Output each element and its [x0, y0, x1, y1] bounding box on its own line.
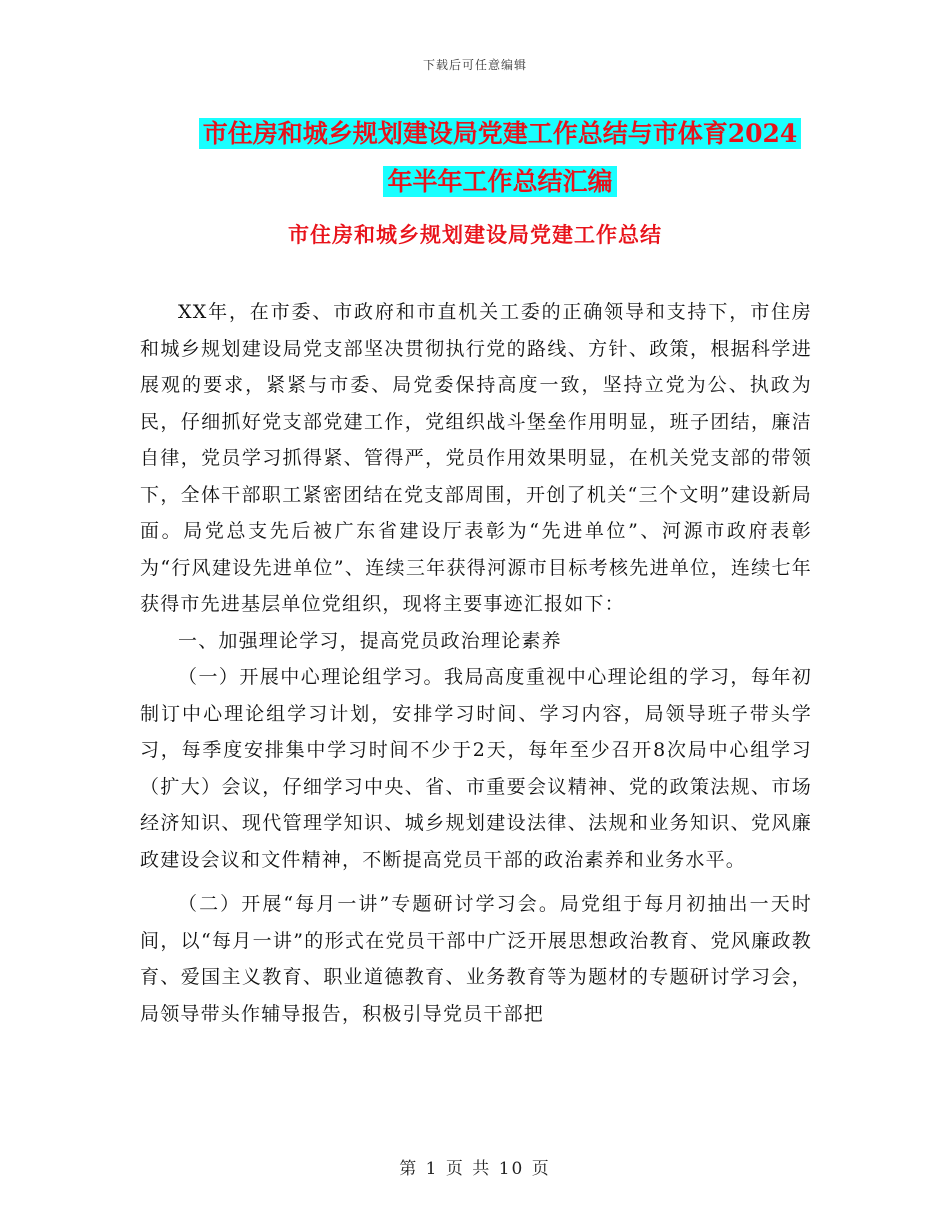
- body-heading-1: 一、加强理论学习，提高党员政治理论素养: [178, 629, 562, 652]
- section-title: 市住房和城乡规划建设局党建工作总结: [288, 222, 662, 247]
- body-paragraph-intro: XX年，在市委、市政府和市直机关工委的正确领导和支持下，市住房和城乡规划建设局党支部坚决贯彻执行党的路线、方针、政策，根据科学进展观的要求，紧紧与市委、局党委保持高度一致，坚持立党为公、执政为民，仔细抓好党支部党建工作，党组织战斗堡垒作用明显，班子团结，廉洁自律，党员学习抓得紧、管得严，党员作用效果明显，在机关党支部的带领下，全体干部职工紧密团结在党支部周围，开创了机关“三个文明”建设新局面。局党总支先后被广东省建设厅表彰为“先进单位”、河源市政府表彰为“行风建设先进单位”、连续三年获得河源市目标考核先进单位，连续七年获得市先进基层单位党组织，现将主要事迹汇报如下：: [140, 301, 812, 615]
- page-footer-number: 第 1 页 共 10 页: [399, 1159, 551, 1179]
- document-title: [140, 110, 860, 206]
- page-header-note: 下载后可任意编辑: [422, 58, 527, 72]
- document-body: [140, 294, 812, 1032]
- document-title-line-1: 市住房和城乡规划建设局党建工作总结与市体育2024: [199, 118, 802, 149]
- body-paragraph-study-group: （一）开展中心理论组学习。我局高度重视中心理论组的学习，每年初制订中心理论组学习计划，安排学习时间、学习内容，局领导班子带头学习，每季度安排集中学习时间不少于2天，每年至少召开8次局中心组学习（扩大）会议，仔细学习中央、省、市重要会议精神、党的政策法规、市场经济知识、现代管理学知识、城乡规划建设法律、法规和业务知识、党风廉政建设会议和文件精神，不断提高党员干部的政治素养和业务水平。: [140, 666, 812, 871]
- body-paragraph-monthly-lecture: （二）开展“每月一讲”专题研讨学习会。局党组于每月初抽出一天时间，以“每月一讲”的形式在党员干部中广泛开展思想政治教育、党风廉政教育、爱国主义教育、职业道德教育、业务教育等为题材的专题研讨学习会，局领导带头作辅导报告，积极引导党员干部把: [140, 893, 812, 1025]
- document-title-line-2: 年半年工作总结汇编: [383, 166, 616, 197]
